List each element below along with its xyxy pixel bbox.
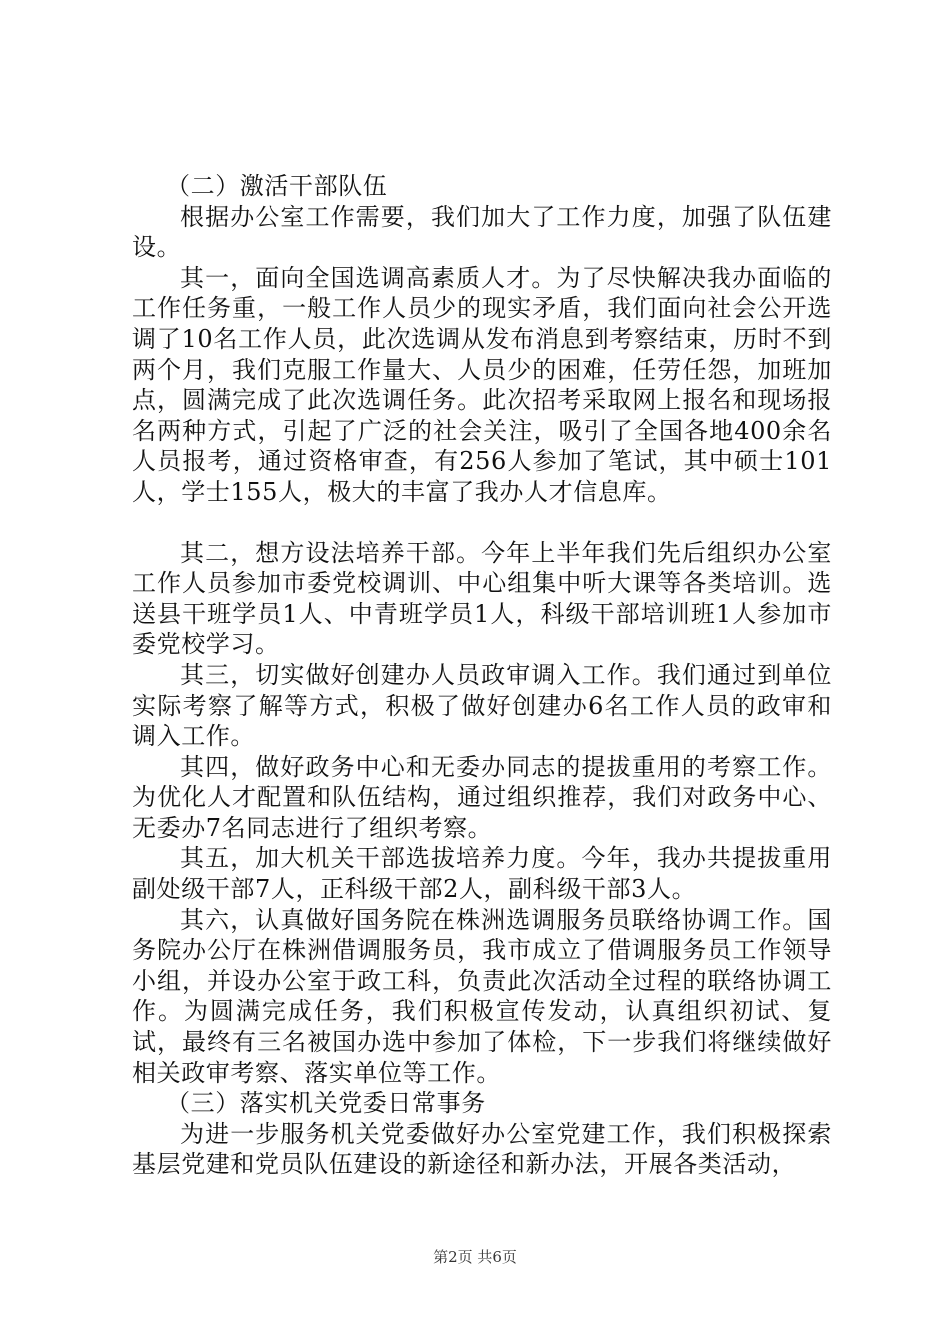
page-number-footer: 第2页 共6页 xyxy=(433,1248,517,1266)
paragraph-item-2: 其二，想方设法培养干部。今年上半年我们先后组织办公室工作人员参加市委党校调训、中心组集中听大课等各类培训。选送县干班学员1人、中青班学员1人，科级干部培训班1人参加市委党校学习。 xyxy=(132,538,832,659)
paragraph-intro: 根据办公室工作需要，我们加大了工作力度，加强了队伍建设。 xyxy=(132,202,832,262)
paragraph-item-1: 其一，面向全国选调高素质人才。为了尽快解决我办面临的工作任务重，一般工作人员少的现实矛盾，我们面向社会公开选调了10名工作人员，此次选调从发布消息到考察结束，历时不到两个月，我们克服工作量大、人员少的困难，任劳任怨，加班加点，圆满完成了此次选调任务。此次招考采取网上报名和现场报名两种方式，引起了广泛的社会关注，吸引了全国各地400余名人员报考，通过资格审查，有256人参加了笔试，其中硕士101人，学士155人，极大的丰富了我办人才信息库。 xyxy=(132,263,832,506)
paragraph-item-3: 其三，切实做好创建办人员政审调入工作。我们通过到单位实际考察了解等方式，积极了做好创建办6名工作人员的政审和调入工作。 xyxy=(132,660,832,751)
paragraph-item-4: 其四，做好政务中心和无委办同志的提拔重用的考察工作。为优化人才配置和队伍结构，通过组织推荐，我们对政务中心、无委办7名同志进行了组织考察。 xyxy=(132,752,832,842)
paragraph-item-5: 其五，加大机关干部选拔培养力度。今年，我办共提拔重用副处级干部7人，正科级干部2人，副科级干部3人。 xyxy=(132,844,832,904)
section-heading-3: （三）落实机关党委日常事务 xyxy=(166,1089,486,1118)
paragraph-party-affairs: 为进一步服务机关党委做好办公室党建工作，我们积极探索基层党建和党员队伍建设的新途径和新办法，开展各类活动， xyxy=(132,1119,832,1179)
section-heading-2: （二）激活干部队伍 xyxy=(166,172,388,200)
document-body xyxy=(132,171,832,1180)
paragraph-item-6: 其六，认真做好国务院在株洲选调服务员联络协调工作。国务院办公厅在株洲借调服务员，我市成立了借调服务员工作领导小组，并设办公室于政工科，负责此次活动全过程的联络协调工作。为圆满完成任务，我们积极宣传发动，认真组织初试、复试，最终有三名被国办选中参加了体检，下一步我们将继续做好相关政审考察、落实单位等工作。 xyxy=(132,905,832,1087)
